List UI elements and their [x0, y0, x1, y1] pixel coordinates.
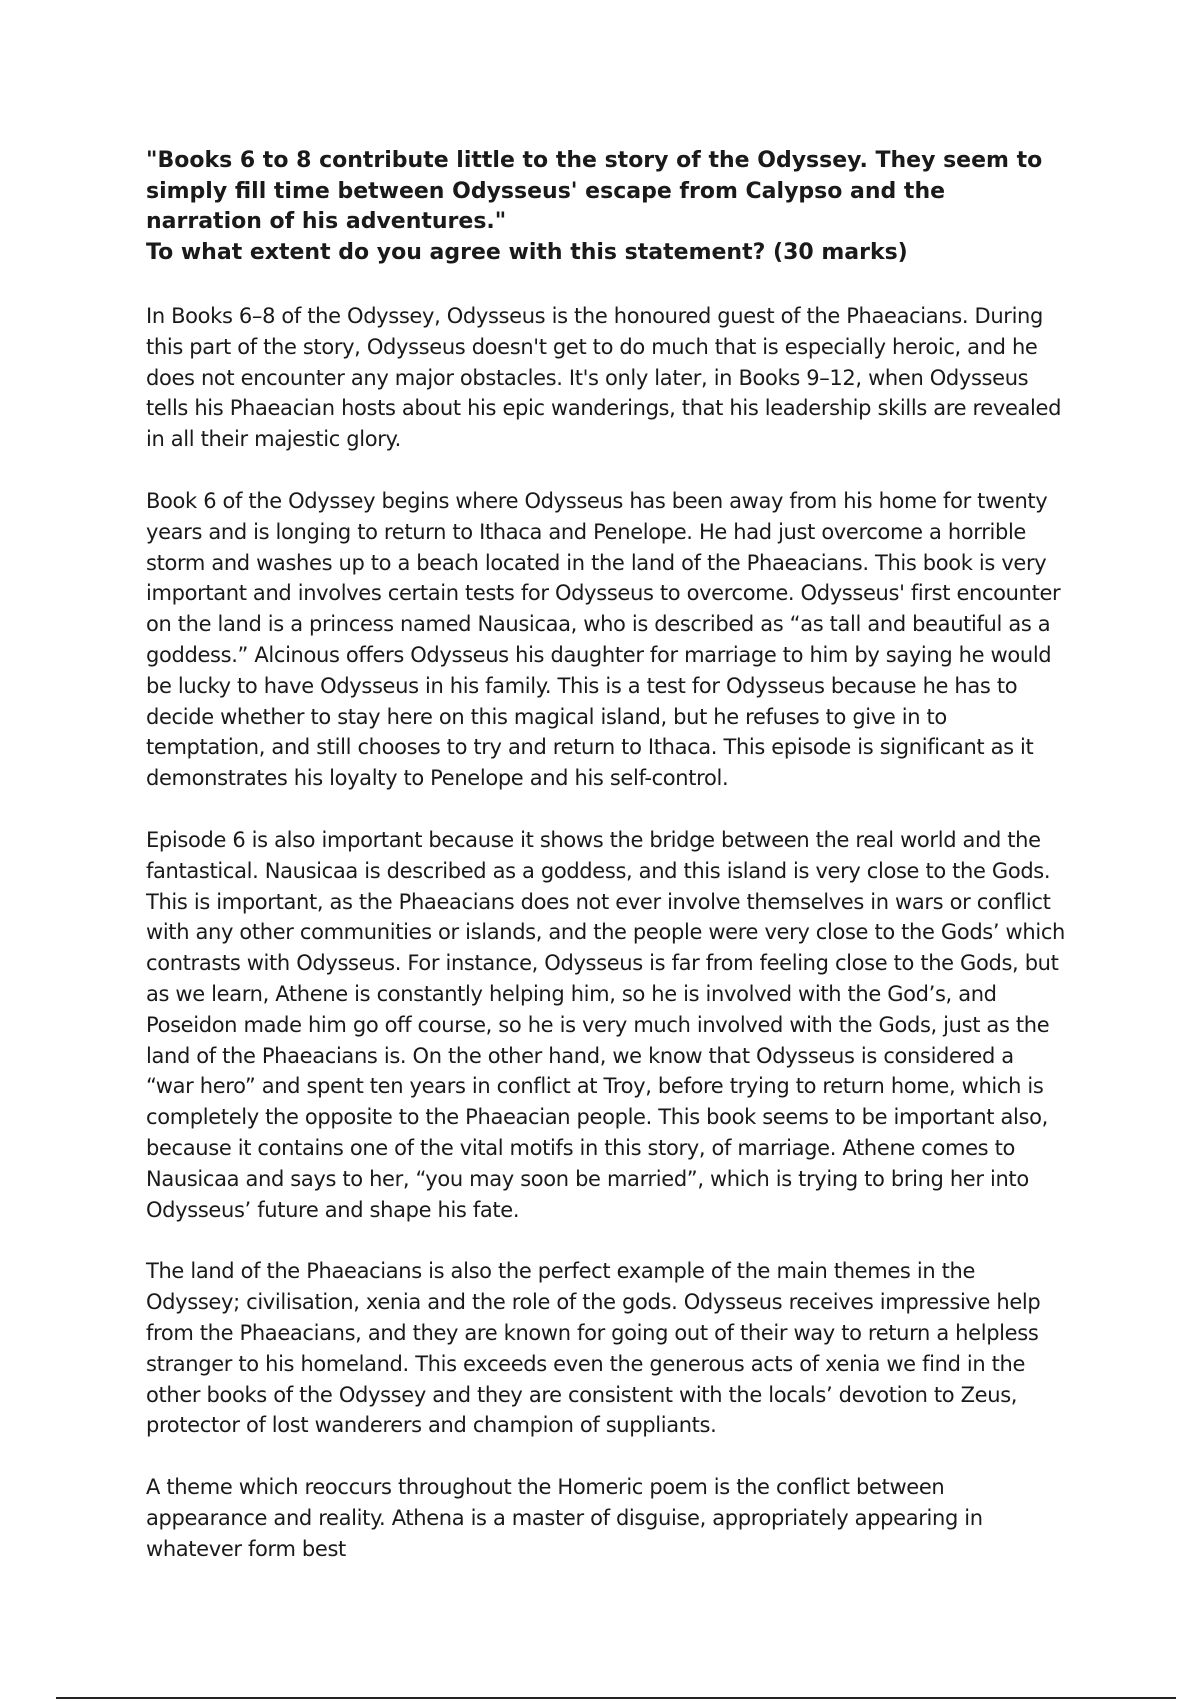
question-statement: "Books 6 to 8 contribute little to the story of the Odyssey. They seem to simply fill time between Odysseus' escape from Calypso and the narration of his adventures." [146, 148, 1043, 234]
essay-question [146, 146, 1066, 268]
essay-body [146, 146, 1066, 1595]
paragraph-book-6: Book 6 of the Odyssey begins where Odysseus has been away from his home for twenty years and is longing to return to Ithaca and Penelope. He had just overcome a horrible storm and washes up to a beach located in the land of the Phaeacians. This book is very important and involves certain tests for Odysseus to overcome. Odysseus' first encounter on the land is a princess named Nausicaa, who is described as “as tall and beautiful as a goddess.” Alcinous offers Odysseus his daughter for marriage to him by saying he would be lucky to have Odysseus in his family. This is a test for Odysseus because he has to decide whether to stay here on this magical island, but he refuses to give in to temptation, and still chooses to try and return to Ithaca. This episode is significant as it demonstrates his loyalty to Penelope and his self-control. [146, 488, 1061, 791]
paragraph-episode-6: Episode 6 is also important because it shows the bridge between the real world and the fantastical. Nausicaa is described as a goddess, and this island is very close to the Gods. This is important, as the Phaeacians does not ever involve themselves in wars or conflict with any other communities or islands, and the people were very close to the Gods’ which contrasts with Odysseus. For instance, Odysseus is far from feeling close to the Gods, but as we learn, Athene is constantly helping him, so he is involved with the God’s, and Poseidon made him go off course, so he is very much involved with the Gods, just as the land of the Phaeacians is. On the other hand, we know that Odysseus is considered a “war hero” and spent ten years in conflict at Troy, before trying to return home, which is completely the opposite to the Phaeacian people. This book seems to be important also, because it contains one of the vital motifs in this story, of marriage. Athene comes to Nausicaa and says to her, “you may soon be married”, which is trying to bring her into Odysseus’ future and shape his fate. [146, 827, 1065, 1222]
question-prompt: To what extent do you agree with this statement? (30 marks) [146, 239, 908, 265]
paragraph-appearance-reality: A theme which reoccurs throughout the Homeric poem is the conflict between appearance and reality. Athena is a master of disguise, appropriately appearing in whatever form best [146, 1475, 983, 1561]
footer-divider [56, 1697, 1176, 1699]
paragraph-phaeacians-themes: The land of the Phaeacians is also the perfect example of the main themes in the Odyssey; civilisation, xenia and the role of the gods. Odysseus receives impressive help from the Phaeacians, and they are known for going out of their way to return a helpless stranger to his homeland. This exceeds even the generous acts of xenia we find in the other books of the Odyssey and they are consistent with the locals’ devotion to Zeus, protector of lost wanderers and champion of suppliants. [146, 1259, 1041, 1438]
paragraph-intro: In Books 6–8 of the Odyssey, Odysseus is the honoured guest of the Phaeacians. During this part of the story, Odysseus doesn't get to do much that is especially heroic, and he does not encounter any major obstacles. It's only later, in Books 9–12, when Odysseus tells his Phaeacian hosts about his epic wanderings, that his leadership skills are revealed in all their majestic glory. [146, 304, 1062, 452]
